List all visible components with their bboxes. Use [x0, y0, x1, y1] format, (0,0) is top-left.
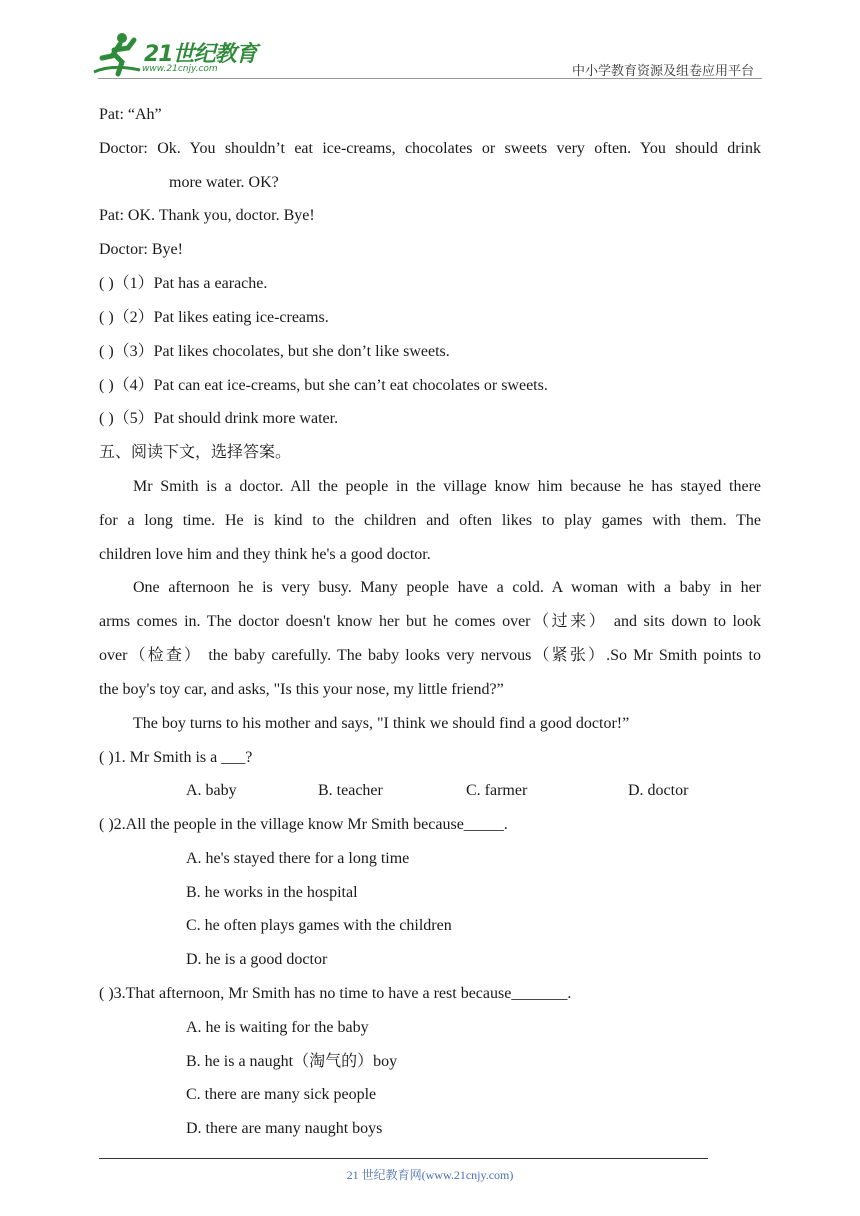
tf-item: ( )（4）Pat can eat ice-creams, but she can’t eat chocolates or sweets. — [99, 377, 548, 394]
tf-item: ( )（1）Pat has a earache. — [99, 275, 268, 292]
footer-divider — [99, 1158, 708, 1159]
passage-line: Mr Smith is a doctor. All the people in the village know him because he has stayed there — [133, 478, 761, 495]
passage-line: The boy turns to his mother and says, "I think we should find a good doctor!” — [133, 715, 630, 732]
runner-logo-icon — [92, 30, 142, 78]
dialogue-line: Pat: OK. Thank you, doctor. Bye! — [99, 207, 315, 224]
dialogue-line: Doctor: Ok. You shouldn’t eat ice-creams, chocolates or sweets very often. You should drink — [99, 140, 761, 157]
passage-line: arms comes in. The doctor doesn't know her but he comes over（过来） and sits down to look — [99, 613, 761, 630]
answer-option: A. he is waiting for the baby — [186, 1019, 369, 1036]
answer-option: B. he is a naught（淘气的）boy — [186, 1053, 398, 1070]
logo-url: www.21cnjy.com — [142, 64, 218, 74]
answer-option: B. he works in the hospital — [186, 884, 358, 901]
passage-line: over（检查） the baby carefully. The baby looks very nervous（紧张）.So Mr Smith points to — [99, 647, 761, 664]
dialogue-line: more water. OK? — [169, 174, 279, 191]
dialogue-line: Doctor: Bye! — [99, 241, 183, 258]
tf-item: ( )（5）Pat should drink more water. — [99, 410, 339, 427]
tf-item: ( )（2）Pat likes eating ice-creams. — [99, 309, 329, 326]
logo — [92, 30, 262, 80]
answer-option: C. farmer — [466, 782, 528, 799]
passage-line: the boy's toy car, and asks, "Is this your nose, my little friend?” — [99, 681, 504, 698]
answer-option: D. doctor — [628, 782, 689, 799]
answer-option: B. teacher — [318, 782, 383, 799]
passage-line: One afternoon he is very busy. Many people have a cold. A woman with a baby in her — [133, 579, 761, 596]
section-title: 五、阅读下文，选择答案。 — [99, 444, 292, 461]
passage-line: children love him and they think he's a good doctor. — [99, 546, 431, 563]
answer-option: A. he's stayed there for a long time — [186, 850, 410, 867]
question-stem: ( )2.All the people in the village know Mr Smith because_____. — [99, 816, 508, 833]
passage-line: for a long time. He is kind to the children and often likes to play games with them. The — [99, 512, 761, 529]
answer-option: D. there are many naught boys — [186, 1120, 383, 1137]
question-stem: ( )1. Mr Smith is a ___? — [99, 749, 253, 766]
page-footer: 21 世纪教育网(www.21cnjy.com) — [346, 1168, 514, 1182]
header-divider — [98, 78, 762, 79]
dialogue-line: Pat: “Ah” — [99, 106, 162, 123]
logo-text: 21世纪教育 — [144, 42, 257, 67]
question-stem: ( )3.That afternoon, Mr Smith has no time to have a rest because_______. — [99, 985, 572, 1002]
answer-option: C. he often plays games with the children — [186, 917, 452, 934]
answer-option: C. there are many sick people — [186, 1086, 377, 1103]
answer-option: A. baby — [186, 782, 237, 799]
answer-option: D. he is a good doctor — [186, 951, 328, 968]
tf-item: ( )（3）Pat likes chocolates, but she don’t like sweets. — [99, 343, 450, 360]
page-header — [0, 0, 860, 90]
platform-name: 中小学教育资源及组卷应用平台 — [571, 63, 754, 78]
